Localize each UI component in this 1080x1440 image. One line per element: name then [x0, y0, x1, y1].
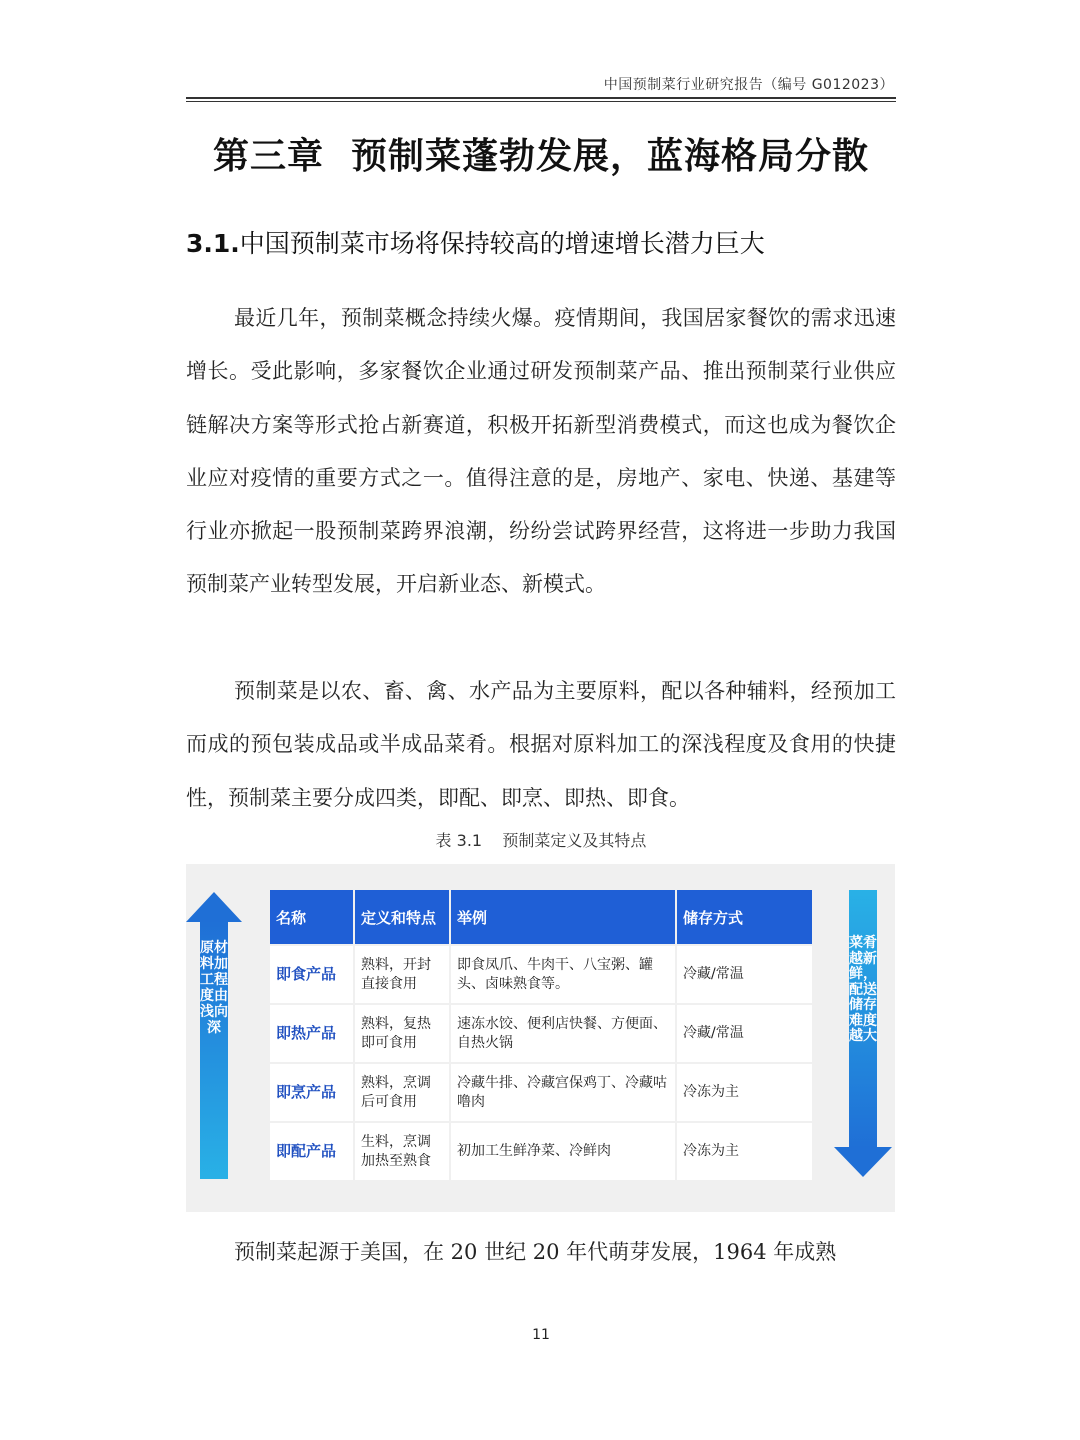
header-rule-thin — [186, 101, 896, 102]
table-row — [270, 1004, 812, 1063]
row-storage: 冷冻为主 — [676, 1063, 812, 1122]
row-storage: 冷冻为主 — [676, 1122, 812, 1180]
up-arrow-label: 原材料加工程度由浅向深 — [200, 940, 228, 1036]
table-row — [270, 945, 812, 1004]
table-caption: 表 3.1 预制菜定义及其特点 — [435, 831, 647, 850]
row-example: 冷藏牛排、冷藏宫保鸡丁、冷藏咕噜肉 — [450, 1063, 676, 1122]
header-example: 举例 — [450, 890, 676, 945]
row-definition: 生料，烹调加热至熟食 — [354, 1122, 450, 1180]
row-storage: 冷藏/常温 — [676, 945, 812, 1004]
row-name: 即热产品 — [270, 1004, 354, 1063]
row-definition: 熟料，复热即可食用 — [354, 1004, 450, 1063]
chapter-title: 第三章 预制菜蓬勃发展，蓝海格局分散 — [212, 135, 870, 177]
prepared-food-table-figure — [186, 864, 895, 1212]
row-definition: 熟料，烹调后可食用 — [354, 1063, 450, 1122]
section-heading — [186, 224, 765, 260]
row-example: 速冻水饺、便利店快餐、方便面、自热火锅 — [450, 1004, 676, 1063]
table-row — [270, 1063, 812, 1122]
page-number: 11 — [532, 1327, 550, 1343]
table-header-row — [270, 890, 812, 945]
header-storage: 储存方式 — [676, 890, 812, 945]
section-number: 3.1. — [186, 229, 240, 258]
up-arrow — [186, 892, 242, 1180]
paragraph-1: 最近几年，预制菜概念持续火爆。疫情期间，我国居家餐饮的需求迅速增长。受此影响，多家餐饮企业通过研发预制菜产品、推出预制菜行业供应链解决方案等形式抢占新赛道，积极开拓新型消费模式，而这也成为餐饮企业应对疫情的重要方式之一。值得注意的是，房地产、家电、快递、基建等行业亦掀起一股预制菜跨界浪潮，纷纷尝试跨界经营，这将进一步助力我国预制菜产业转型发展，开启新业态、新模式。 — [186, 306, 896, 597]
up-arrow-head — [186, 892, 242, 922]
paragraph-2: 预制菜是以农、畜、禽、水产品为主要原料，配以各种辅料，经预加工而成的预包装成品或半成品菜肴。根据对原料加工的深浅程度及食用的快捷性，预制菜主要分成四类，即配、即烹、即热、即食。 — [186, 679, 896, 810]
header-definition: 定义和特点 — [354, 890, 450, 945]
row-name: 即食产品 — [270, 945, 354, 1004]
paragraph-3: 预制菜起源于美国，在 20 世纪 20 年代萌芽发展，1964 年成熟 — [234, 1240, 837, 1264]
down-arrow-head — [834, 1147, 892, 1177]
row-storage: 冷藏/常温 — [676, 1004, 812, 1063]
definition-table — [270, 890, 812, 1180]
row-example: 即食凤爪、牛肉干、八宝粥、罐头、卤味熟食等。 — [450, 945, 676, 1004]
section-title: 中国预制菜市场将保持较高的增速增长潜力巨大 — [239, 229, 765, 258]
row-name: 即配产品 — [270, 1122, 354, 1180]
row-example: 初加工生鲜净菜、冷鲜肉 — [450, 1122, 676, 1180]
down-arrow — [834, 890, 892, 1178]
header-rule-thick — [186, 97, 896, 99]
down-arrow-label: 菜肴越新鲜，配送储存难度越大 — [849, 935, 877, 1044]
running-header: 中国预制菜行业研究报告（编号 G012023） — [603, 77, 894, 93]
row-name: 即烹产品 — [270, 1063, 354, 1122]
row-definition: 熟料，开封直接食用 — [354, 945, 450, 1004]
header-name: 名称 — [270, 890, 354, 945]
table-row — [270, 1122, 812, 1180]
